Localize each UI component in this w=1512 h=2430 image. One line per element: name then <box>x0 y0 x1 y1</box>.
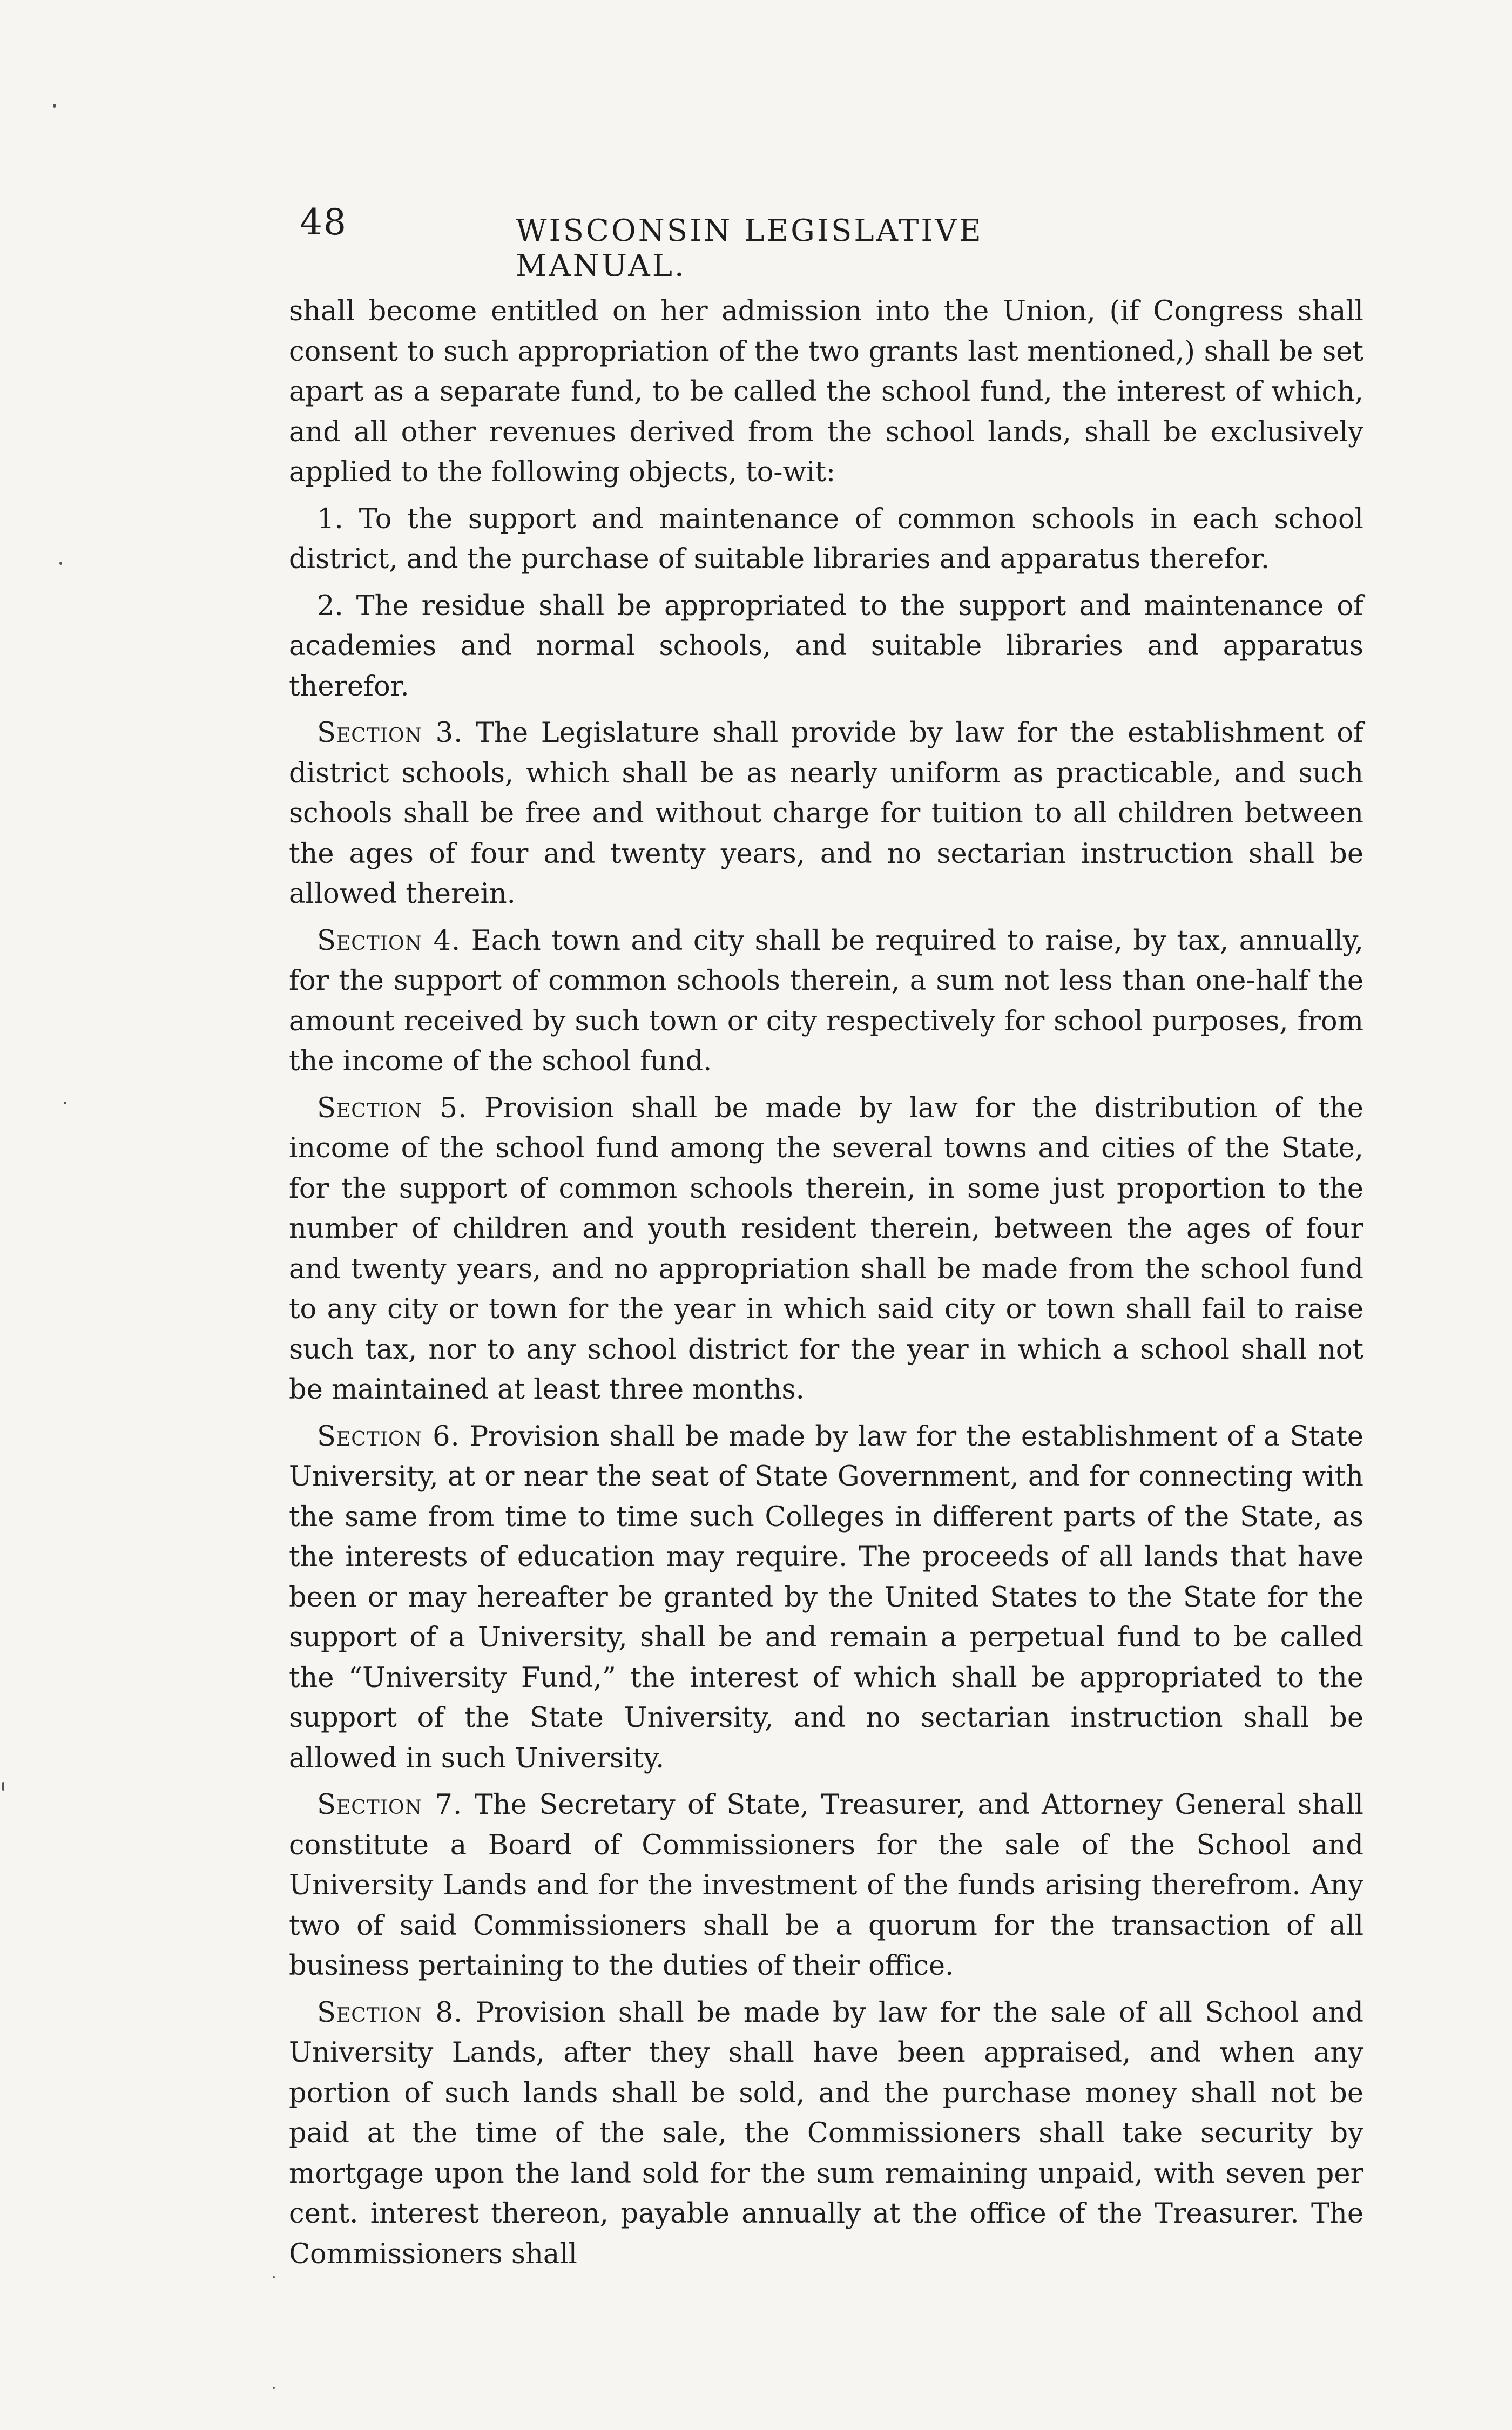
section-3 <box>289 713 1364 915</box>
running-head-title: WISCONSIN LEGISLATIVE MANUAL. <box>516 213 983 284</box>
section-label: Section 3. <box>317 717 463 749</box>
paragraph-text: Provision shall be made by law for the establishment of a State University, at or near the seat of State Government, and for connecting with the same from time to time such Colleges in different parts of the State, as the interests of education may require. The proceeds of all lands that have been or may hereafter be granted by the United States to the State for the support of a University, shall be and remain a perpetual fund to be called the “University Fund,” the interest of which shall be appropriated to the support of the State University, and no sectarian instruction shall be allowed in such University. <box>289 1420 1364 1774</box>
paragraph-text: 1. To the support and maintenance of common schools in each school district, and the purchase of suitable libraries and apparatus therefor. <box>289 503 1364 575</box>
paragraph-text: 2. The residue shall be appropriated to the support and maintenance of academies and normal schools, and suitable libraries and apparatus therefor. <box>289 590 1364 703</box>
section-label: Section 6. <box>317 1420 460 1453</box>
list-item-2 <box>289 586 1364 707</box>
scan-speck <box>64 1102 66 1104</box>
section-7 <box>289 1785 1364 1987</box>
page-number: 48 <box>300 201 347 243</box>
paragraph-continuation <box>289 292 1364 493</box>
body-text <box>289 292 1364 2281</box>
section-label: Section 5. <box>317 1092 468 1124</box>
scan-speck <box>53 104 56 108</box>
paragraph-text: Each town and city shall be required to raise, by tax, annually, for the support of common schools therein, a sum not less than one-half the amount received by such town or city respectively for school purposes, from the income of the school fund. <box>289 924 1364 1077</box>
running-head <box>300 192 1164 284</box>
section-5 <box>289 1089 1364 1410</box>
scan-speck <box>273 2276 275 2278</box>
section-label: Section 4. <box>317 924 461 957</box>
section-label: Section 8. <box>317 1996 463 2029</box>
paragraph-text: The Secretary of State, Treasurer, and Attorney General shall constitute a Board of Commissioners for the sale of the School and University Lands and for the investment of the funds arising therefrom. Any two of said Commissioners shall be a quorum for the transaction of all business pertaining to the duties of their office. <box>289 1789 1364 1982</box>
paragraph-text: Provision shall be made by law for the distribution of the income of the school fund among the several towns and cities of the State, for the support of common schools therein, in some just proportion to the number of children and youth resident therein, between the ages of four and twenty years, and no appropriation shall be made from the school fund to any city or town for the year in which said city or town shall fail to raise such tax, nor to any school district for the year in which a school shall not be maintained at least three months. <box>289 1092 1364 1406</box>
section-6 <box>289 1417 1364 1779</box>
paragraph-text: The Legislature shall provide by law for the establishment of district schools, which shall be as nearly uniform as practicable, and such schools shall be free and without charge for tuition to all children between the ages of four and twenty years, and no sectarian instruction shall be allowed therein. <box>289 717 1364 910</box>
scan-speck <box>59 562 62 565</box>
scan-speck <box>273 2387 275 2389</box>
paragraph-text: Provision shall be made by law for the sale of all School and University Lands, after they shall have been appraised, and when any portion of such lands shall be sold, and the purchase money shall not be paid at the time of the sale, the Commissioners shall take security by mortgage upon the land sold for the sum remaining unpaid, with seven per cent. interest thereon, payable annually at the office of the Treasurer. The Commissioners shall <box>289 1996 1364 2270</box>
list-item-1 <box>289 500 1364 580</box>
scan-speck <box>2 1782 4 1791</box>
section-4 <box>289 921 1364 1082</box>
paragraph-text: shall become entitled on her admission into the Union, (if Congress shall consent to such appropriation of the two grants last mentioned,) shall be set apart as a separate fund, to be called the school fund, the interest of which, and all other revenues derived from the school lands, shall be exclusively applied to the following objects, to-wit: <box>289 295 1364 488</box>
section-8 <box>289 1993 1364 2275</box>
section-label: Section 7. <box>317 1789 463 1821</box>
